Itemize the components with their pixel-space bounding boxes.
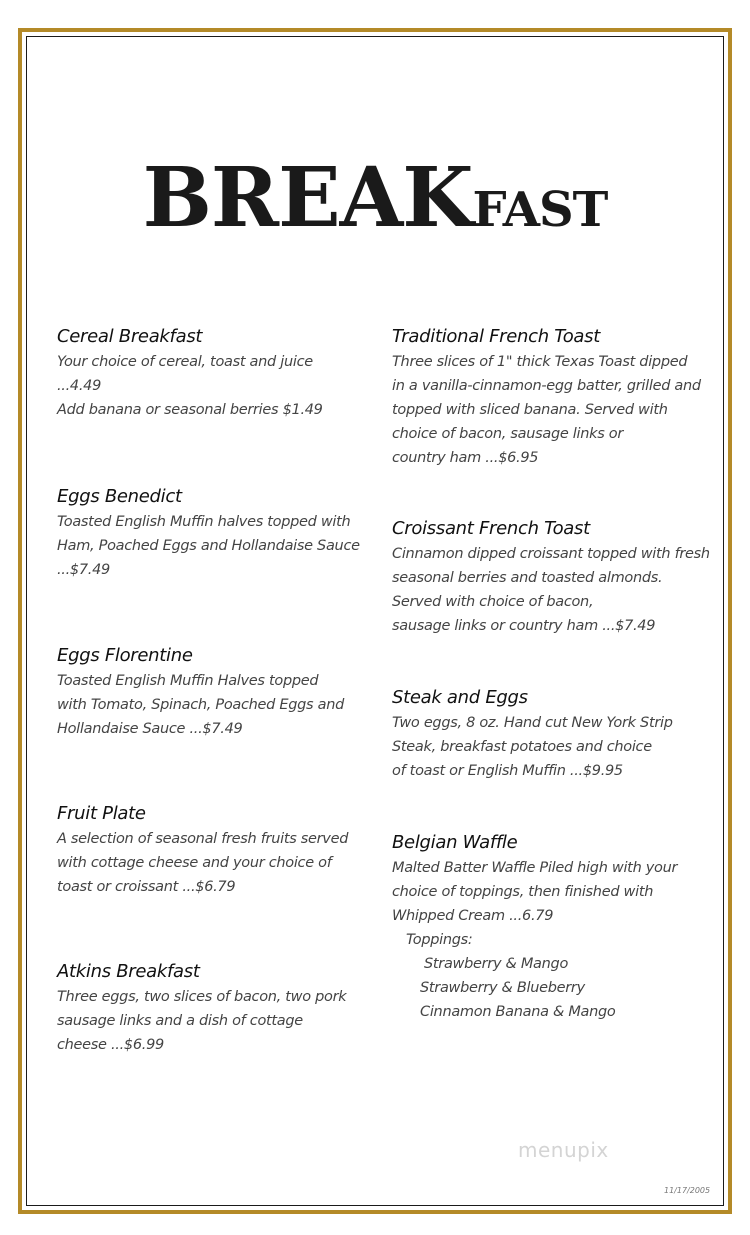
item-name: Steak and Eggs — [392, 687, 528, 708]
item-description: Your choice of cereal, toast and juice — [57, 354, 313, 370]
item-description: of toast or English Muffin ...$9.95 — [392, 763, 623, 779]
item-description: choice of bacon, sausage links or — [392, 426, 624, 442]
topping-item: Strawberry & Blueberry — [420, 980, 585, 996]
menu-item-fruit-plate — [57, 803, 348, 899]
item-description: cheese ...$6.99 — [57, 1037, 164, 1053]
item-name: Croissant French Toast — [392, 518, 590, 539]
menu-title-large: BREAK — [142, 150, 473, 246]
item-name: Eggs Benedict — [57, 486, 182, 507]
item-addon: Add banana or seasonal berries $1.49 — [57, 402, 323, 418]
item-description: Ham, Poached Eggs and Hollandaise Sauce — [57, 538, 360, 554]
menupix-watermark: menupix — [518, 1138, 609, 1162]
menu-item-atkins-breakfast — [57, 961, 346, 1057]
item-description: Hollandaise Sauce ...$7.49 — [57, 721, 243, 737]
item-description: Cinnamon dipped croissant topped with fresh — [392, 546, 710, 562]
toppings-label: Toppings: — [406, 932, 473, 948]
item-name: Traditional French Toast — [392, 326, 601, 347]
item-description: toast or croissant ...$6.79 — [57, 879, 236, 895]
item-description: Toasted English Muffin Halves topped — [57, 673, 319, 689]
menu-item-eggs-florentine — [57, 645, 344, 741]
menu-title — [0, 150, 750, 246]
item-description: Steak, breakfast potatoes and choice — [392, 739, 652, 755]
item-name: Belgian Waffle — [392, 832, 518, 853]
item-price: ...$7.49 — [57, 562, 110, 578]
menu-item-belgian-waffle — [392, 832, 677, 1024]
item-description: Whipped Cream ...6.79 — [392, 908, 554, 924]
item-description: seasonal berries and toasted almonds. — [392, 570, 663, 586]
item-name: Eggs Florentine — [57, 645, 193, 666]
item-description: topped with sliced banana. Served with — [392, 402, 668, 418]
menu-item-traditional-french-toast — [392, 326, 701, 470]
item-description: sausage links or country ham ...$7.49 — [392, 618, 656, 634]
menu-title-small: FAST — [472, 182, 608, 238]
item-price: ...4.49 — [57, 378, 102, 394]
item-description: Two eggs, 8 oz. Hand cut New York Strip — [392, 715, 673, 731]
item-description: country ham ...$6.95 — [392, 450, 539, 466]
item-description: Served with choice of bacon, — [392, 594, 594, 610]
menu-item-steak-and-eggs — [392, 687, 673, 783]
topping-item: Strawberry & Mango — [424, 956, 569, 972]
item-description: Three slices of 1" thick Texas Toast dipped — [392, 354, 688, 370]
item-description: choice of toppings, then finished with — [392, 884, 654, 900]
item-description: with cottage cheese and your choice of — [57, 855, 332, 871]
item-description: Toasted English Muffin halves topped with — [57, 514, 351, 530]
menu-item-eggs-benedict — [57, 486, 360, 582]
item-name: Fruit Plate — [57, 803, 146, 824]
item-description: Three eggs, two slices of bacon, two pork — [57, 989, 347, 1005]
item-description: sausage links and a dish of cottage — [57, 1013, 303, 1029]
item-description: A selection of seasonal fresh fruits served — [57, 831, 349, 847]
item-description: Malted Batter Waffle Piled high with your — [392, 860, 678, 876]
item-name: Atkins Breakfast — [57, 961, 200, 982]
menu-item-croissant-french-toast — [392, 518, 710, 638]
item-name: Cereal Breakfast — [57, 326, 203, 347]
item-description: in a vanilla-cinnamon-egg batter, grilled and — [392, 378, 701, 394]
item-description: with Tomato, Spinach, Poached Eggs and — [57, 697, 344, 713]
print-date: 11/17/2005 — [664, 1186, 711, 1195]
topping-item: Cinnamon Banana & Mango — [420, 1004, 616, 1020]
menu-item-cereal-breakfast — [57, 326, 323, 422]
